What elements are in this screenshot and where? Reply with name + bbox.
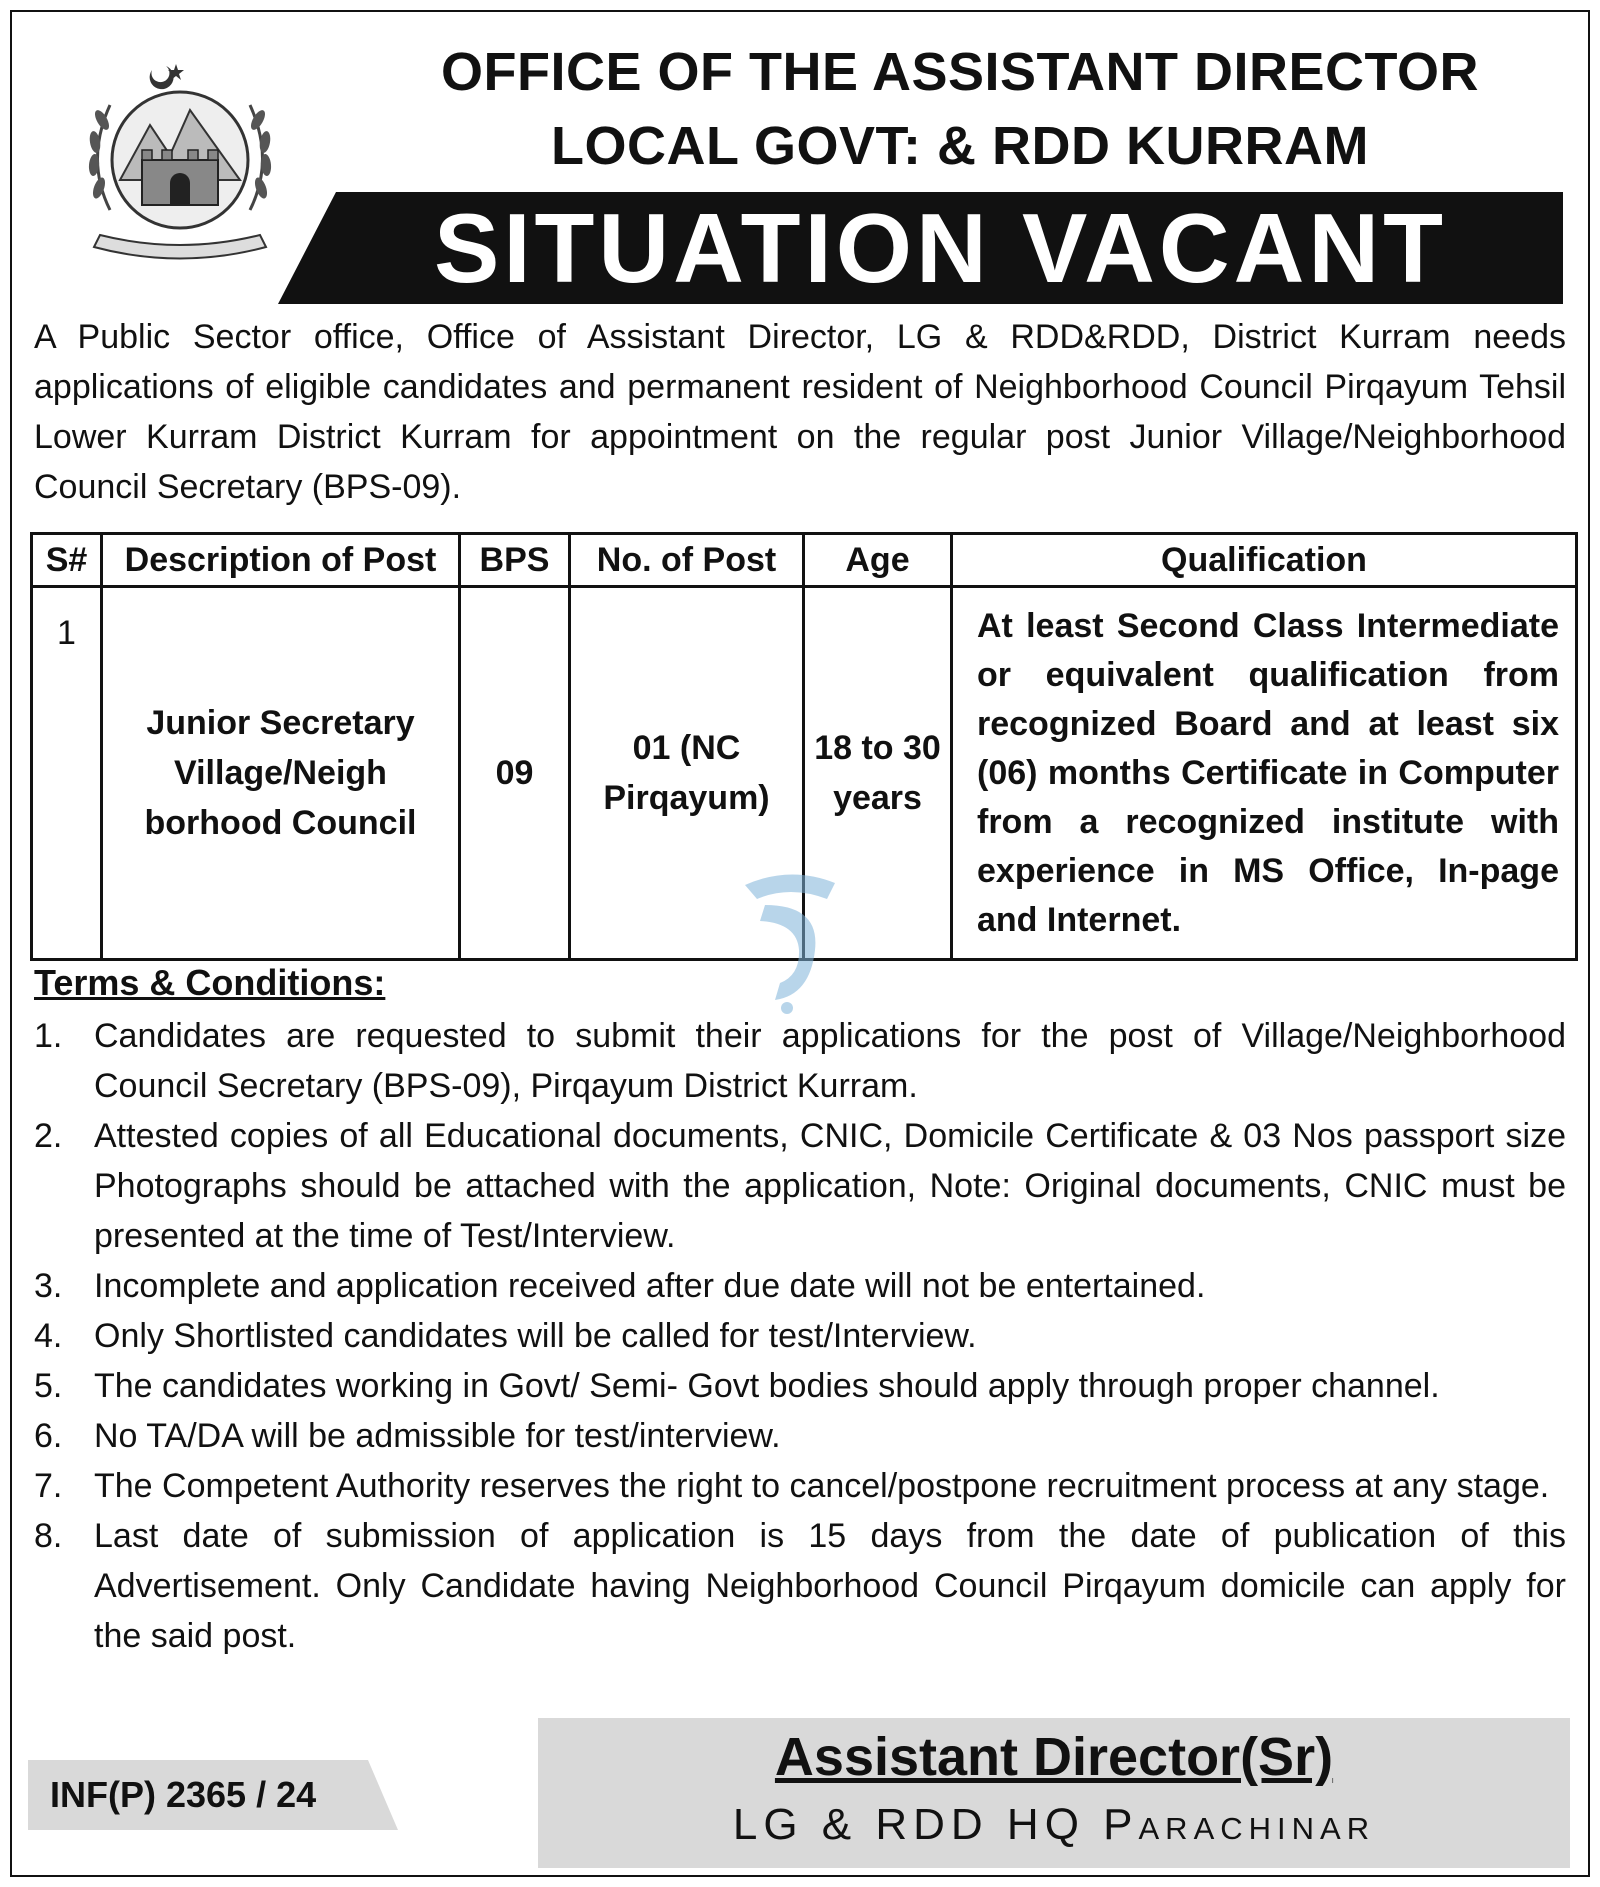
intro-paragraph: A Public Sector office, Office of Assistant Director, LG & RDD&RDD, District Kurram needs applications of eligible candidates and permanent resident of Neighborhood Council Pirqayum Tehsil Lower Kurram District Kurram for appointment on the regular post Junior Village/Neighborhood Council Secretary (BPS-09). <box>34 318 1566 506</box>
cell-bps: 09 <box>460 587 570 960</box>
list-item <box>34 1311 1566 1361</box>
header-bps: BPS <box>460 534 570 587</box>
term-text: Attested copies of all Educational documents, CNIC, Domicile Certificate & 03 Nos passport size Photographs should be attached with the application, Note: Original documents, CNIC must be presented at the time of Test/Interview. <box>94 1117 1566 1255</box>
terms-heading: Terms & Conditions: <box>34 962 386 1003</box>
term-number: 5. <box>34 1367 63 1405</box>
term-number: 2. <box>34 1117 63 1155</box>
cell-description: Junior Secretary Village/Neigh borhood Council <box>102 587 460 960</box>
term-text: Only Shortlisted candidates will be called for test/Interview. <box>94 1317 977 1355</box>
list-item <box>34 1361 1566 1411</box>
term-text: No TA/DA will be admissible for test/interview. <box>94 1417 781 1455</box>
cell-age: 18 to 30 years <box>804 587 952 960</box>
cell-posts: 01 (NC Pirqayum) <box>570 587 804 960</box>
office-title-line-2: LOCAL GOVT: & RDD KURRAM <box>551 116 1369 176</box>
header-qualification: Qualification <box>952 534 1577 587</box>
list-item <box>34 1461 1566 1511</box>
list-item <box>34 1411 1566 1461</box>
term-number: 6. <box>34 1417 63 1455</box>
list-item <box>34 1111 1566 1261</box>
table-header-row <box>32 534 1577 587</box>
cell-qualification: At least Second Class Intermediate or equivalent qualification from recognized Board and at least six (06) months Certificate in Computer from a recognized institute with experience in MS Office, In-page and Internet. <box>952 587 1577 960</box>
list-item <box>34 1261 1566 1311</box>
header-description: Description of Post <box>102 534 460 587</box>
term-text: Last date of submission of application is 15 days from the date of publication of this Advertisement. Only Candidate having Neighborhood Council Pirqayum domicile can apply for the said post. <box>94 1517 1566 1655</box>
term-number: 3. <box>34 1267 63 1305</box>
signatory-title: Assistant Director(Sr) <box>774 1727 1334 1787</box>
kpk-government-emblem-icon <box>80 50 280 265</box>
term-text: Incomplete and application received after due date will not be entertained. <box>94 1267 1206 1305</box>
term-number: 4. <box>34 1317 63 1355</box>
term-number: 8. <box>34 1517 63 1555</box>
list-item <box>34 1511 1566 1661</box>
term-text: The candidates working in Govt/ Semi- Govt bodies should apply through proper channel. <box>94 1367 1440 1405</box>
urdu-letter-watermark-icon <box>735 865 845 1015</box>
situation-vacant-banner: SITUATION VACANT <box>433 193 1448 303</box>
header-posts: No. of Post <box>570 534 804 587</box>
terms-list <box>34 1011 1566 1661</box>
term-number: 7. <box>34 1467 63 1505</box>
term-text: Candidates are requested to submit their applications for the post of Village/Neighborhood Council Secretary (BPS-09), Pirqayum District Kurram. <box>94 1017 1566 1105</box>
reference-number: INF(P) 2365 / 24 <box>50 1774 317 1815</box>
term-text: The Competent Authority reserves the right to cancel/postpone recruitment process at any stage. <box>94 1467 1550 1505</box>
header-age: Age <box>804 534 952 587</box>
office-title-line-1: OFFICE OF THE ASSISTANT DIRECTOR <box>440 42 1480 102</box>
header-sn: S# <box>32 534 102 587</box>
signatory-office: LG & RDD HQ Parachinar <box>732 1800 1376 1849</box>
cell-sn: 1 <box>32 587 102 960</box>
term-number: 1. <box>34 1017 63 1055</box>
list-item <box>34 1011 1566 1111</box>
